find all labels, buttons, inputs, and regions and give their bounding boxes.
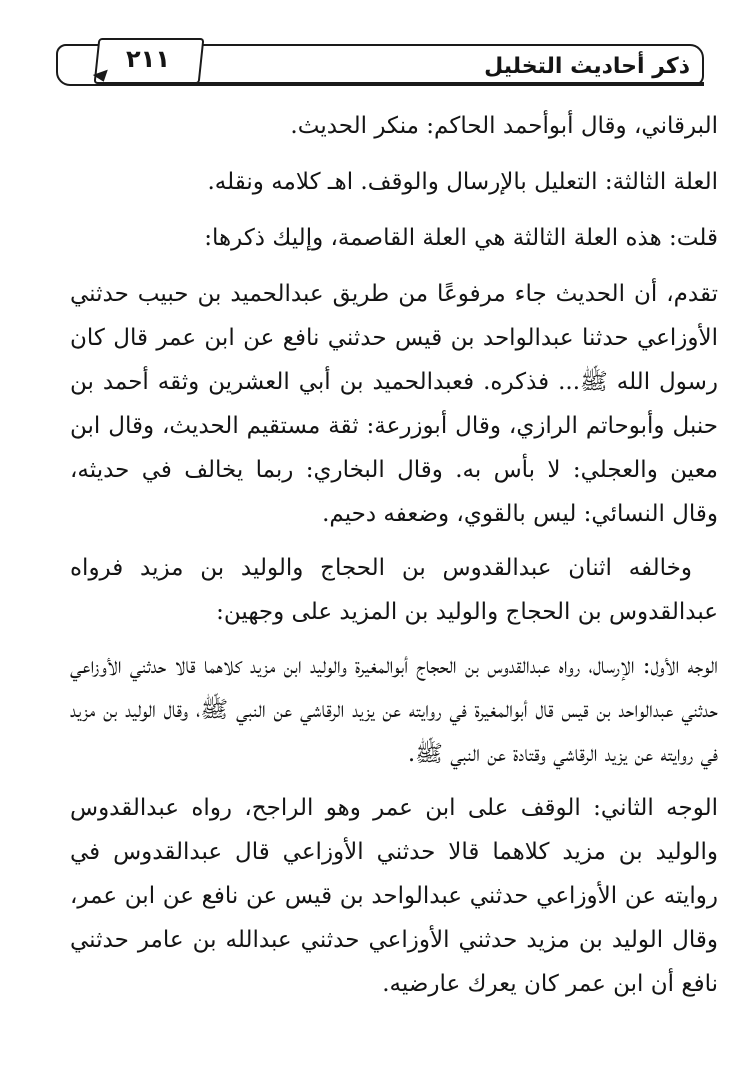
page-number: ٢١١ xyxy=(126,45,170,73)
paragraph-2: العلة الثالثة: التعليل بالإرسال والوقف. اهـ كلامه ونقله. xyxy=(207,169,718,195)
paragraph-1: البرقاني، وقال أبوأحمد الحاكم: منكر الحديث. xyxy=(290,113,718,139)
page-header xyxy=(56,44,704,86)
page-body xyxy=(70,104,718,1016)
paragraph-4: تقدم، أن الحديث جاء مرفوعًا من طريق عبدالحميد بن حبيب حدثني الأوزاعي حدثنا عبدالواحد بن قيس حدثني نافع عن ابن عمر قال كان رسول الله ﷺ... فذكره. فعبدالحميد بن أبي العشرين وثقه أحمد بن حنبل وأبوحاتم الرازي، وقال أبوزرعة: ثقة مستقيم الحديث، وقال ابن معين والعجلي: لا بأس به. وقال البخاري: ربما يخالف في حديثه، وقال النسائي: ليس بالقوي، وضعفه دحيم. xyxy=(70,281,718,527)
paragraph-6: الوجه الأول: الإرسال، رواه عبدالقدوس بن الحجاج أبوالمغيرة والوليد ابن مزيد كلاهما قالا حدثني الأوزاعي حدثني عبدالواحد بن قيس قال أبوالمغيرة في روايته عن يزيد الرقاشي عن النبي ﷺ، وقال الوليد بن مزيد في روايته عن يزيد الرقاشي وقتادة عن النبي ﷺ. xyxy=(70,653,718,767)
paragraph-7: الوجه الثاني: الوقف على ابن عمر وهو الراجح، رواه عبدالقدوس والوليد بن مزيد كلاهما قالا حدثني الأوزاعي قال عبدالقدوس في روايته عن الأوزاعي حدثني عبدالواحد بن قيس عن نافع عن ابن عمر، وقال الوليد بن مزيد حدثني الأوزاعي حدثني عبدالله بن عامر حدثني نافع أن ابن عمر كان يعرك عارضيه. xyxy=(70,795,718,997)
header-rule xyxy=(166,82,704,86)
paragraph-5: وخالفه اثنان عبدالقدوس بن الحجاج والوليد بن مزيد فرواه عبدالقدوس بن الحجاج والوليد بن المزيد على وجهين: xyxy=(70,555,718,625)
running-title: ذكر أحاديث التخليل xyxy=(484,54,690,79)
paragraph-3: قلت: هذه العلة الثالثة هي العلة القاصمة، وإليك ذكرها: xyxy=(204,225,718,251)
